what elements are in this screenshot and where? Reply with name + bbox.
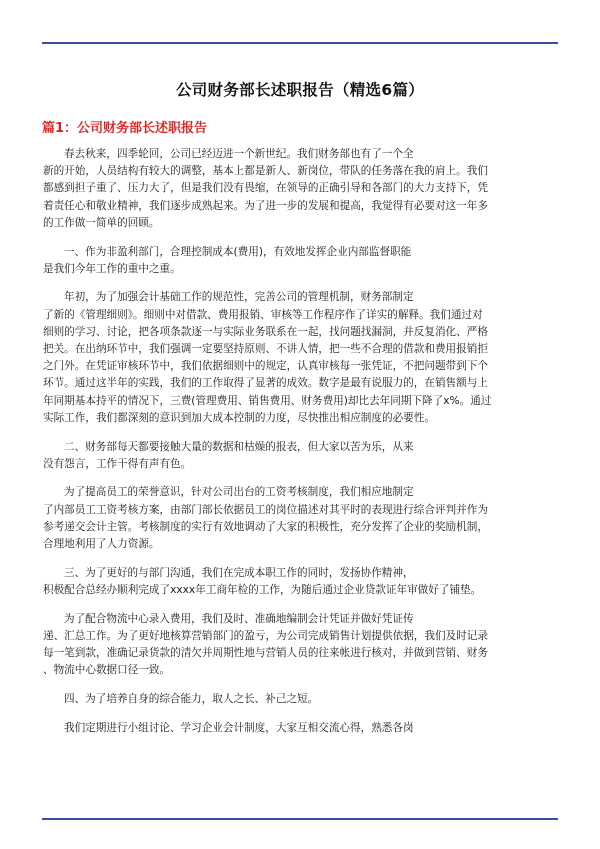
document-title: 公司财务部长述职报告（精选6篇） [175, 81, 425, 99]
bottom-divider [42, 818, 558, 820]
text-line: 递、汇总工作。为了更好地核算营销部门的盈亏，为公司完成销售计划提供依据，我们及时记录 [43, 629, 488, 642]
paragraph [43, 244, 557, 278]
text-line: 为了配合物流中心录入费用，我们及时、准确地编制会计凭证并做好凭证传 [64, 612, 414, 625]
text-line: 我们定期进行小组讨论、学习企业会计制度，大家互相交流心得，熟悉各岗 [64, 721, 414, 734]
text-line: 的工作做一简单的回顾。 [43, 216, 160, 229]
text-line: 年同期基本持平的情况下，三费(管理费用、销售费用、财务费用)却比去年同期下降了x%。通过 [43, 394, 492, 407]
text-line: 了内部员工工资考核方案，由部门部长依据员工的岗位描述对其平时的表现进行综合评判并作为 [43, 503, 488, 516]
text-line: 细则的学习、讨论，把各项条款逐一与实际业务联系在一起，找问题找漏洞，并反复消化、严格 [43, 325, 488, 338]
text-line: 都感到担子重了、压力大了，但是我们没有畏缩，在领导的正确引导和各部门的大力支持下，凭 [43, 182, 488, 195]
text-line: 之门外。在凭证审核环节中，我们依据细则中的规定，认真审核每一张凭证，不把问题带到下个 [43, 360, 488, 373]
text-line: 参考递交会计主管。考核制度的实行有效地调动了大家的积极性，充分发挥了企业的奖励机制， [43, 520, 488, 533]
paragraph [43, 484, 557, 553]
text-line: 积极配合总经办顺利完成了xxxx年工商年检的工作，为随后通过企业贷款证年审做好了铺垫。 [43, 583, 482, 596]
paragraph [43, 289, 557, 427]
text-line: 每一笔到款，准确记录货款的清欠并周期性地与营销人员的往来帐进行核对，并做到营销、财务 [43, 647, 488, 660]
paragraph [43, 611, 557, 680]
text-line: 年初，为了加强会计基础工作的规范性，完善公司的管理机制，财务部制定 [64, 291, 414, 304]
text-line: 三、为了更好的与部门沟通，我们在完成本职工作的同时，发扬协作精神， [64, 566, 414, 579]
section-heading: 篇1：公司财务部长述职报告 [42, 121, 208, 136]
document-body [43, 146, 557, 748]
text-line: 着责任心和敬业精神，我们逐步成熟起来。为了进一步的发展和提高，我觉得有必要对这一年多 [43, 199, 488, 212]
text-line: 、物流中心数据口径一致。 [43, 664, 171, 677]
top-divider [42, 42, 558, 44]
paragraph [43, 565, 557, 599]
paragraph [43, 439, 557, 473]
text-line: 没有怨言，工作干得有声有色。 [43, 457, 192, 470]
text-line: 二、财务部每天都要接触大量的数据和枯燥的报表，但大家以苦为乐，从来 [64, 440, 414, 453]
text-line: 合理地利用了人力资源。 [43, 538, 160, 551]
text-line: 新的开始，人员结构有较大的调整，基本上都是新人、新岗位，带队的任务落在我的肩上。我们 [43, 165, 488, 178]
text-line: 环节。通过这半年的实践，我们的工作取得了显著的成效。数字是最有说服力的，在销售额与上 [43, 377, 488, 390]
text-line: 实际工作，我们都深刻的意识到加大成本控制的力度，尽快推出相应制度的必要性。 [43, 411, 435, 424]
text-line: 了新的《管理细则》。细则中对借款、费用报销、审核等工作程序作了详实的解释。我们通过对 [43, 308, 483, 321]
text-line: 四、为了培养自身的综合能力，取人之长、补己之短。 [64, 692, 319, 705]
text-line: 把关。在出纳环节中，我们强调一定要坚持原则、不讲人情，把一些不合理的借款和费用报销拒 [43, 343, 488, 356]
text-line: 春去秋来，四季轮回，公司已经迈进一个新世纪。我们财务部也有了一个全 [64, 148, 414, 160]
text-line: 为了提高员工的荣誉意识，针对公司出台的工资考核制度，我们相应地制定 [64, 486, 414, 499]
text-line: 一、作为非盈利部门，合理控制成本(费用)，有效地发挥企业内部监督职能 [64, 245, 412, 258]
paragraph [43, 146, 557, 232]
paragraph [43, 720, 557, 737]
paragraph [43, 691, 557, 708]
text-line: 是我们今年工作的重中之重。 [43, 262, 181, 275]
